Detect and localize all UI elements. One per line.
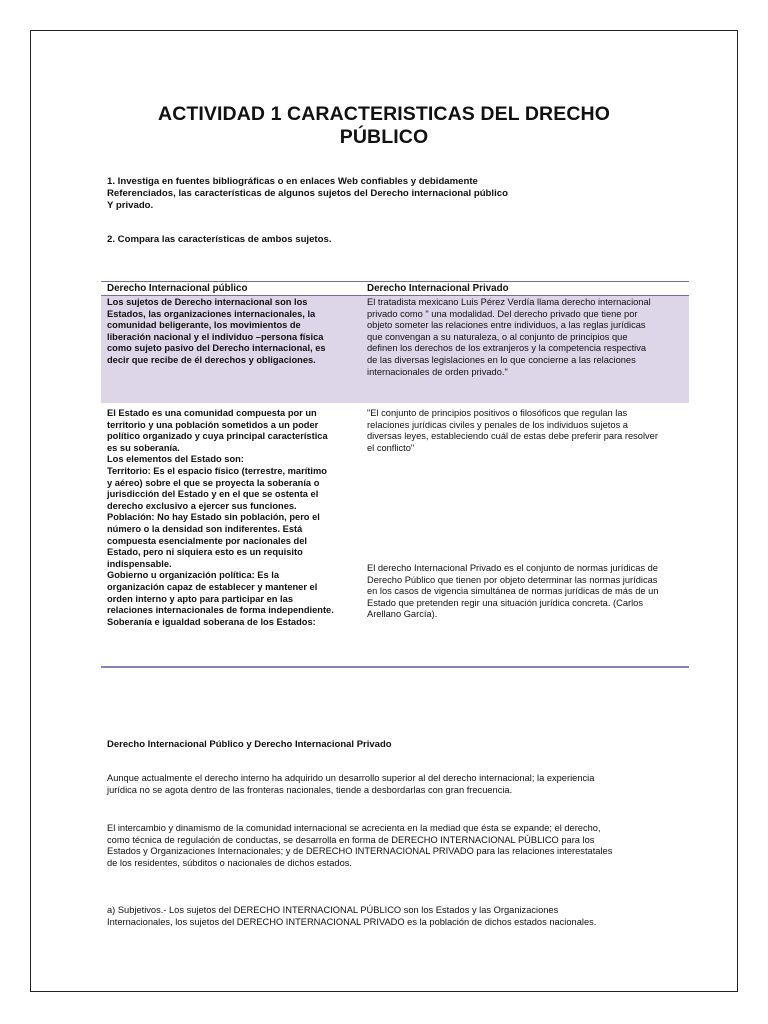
cell-line: Estados, las organizaciones internacionales, la — [107, 308, 316, 319]
cell-line: relaciones internacionales de forma independiente. — [107, 605, 334, 616]
cell-line: de las diversas legislaciones en lo que concierne a las relaciones — [367, 354, 636, 365]
cell-line: relaciones jurídicas civiles y penales de los individuos sujetos a — [367, 419, 628, 430]
paragraph — [107, 905, 596, 928]
cell-line: Los elementos del Estado son: — [107, 454, 244, 465]
cell-line: decir que recibe de él derechos y obligaciones. — [107, 354, 316, 365]
cell-line: Gobierno u organización política: Es la — [107, 570, 280, 581]
cell-line: internacionales de orden privado." — [367, 366, 508, 377]
cell-line: comunidad beligerante, los movimientos de — [107, 320, 301, 331]
instruction-2: 2. Compara las características de ambos sujetos. — [107, 234, 332, 245]
cell-line: jurisdicción del Estado y en el que se ostenta el — [107, 489, 319, 500]
title-line-2: PÚBLICO — [339, 126, 429, 148]
cell-line: político organizado y cuya principal característica — [107, 431, 328, 442]
cell-line: Los sujetos de Derecho internacional son los — [107, 297, 308, 307]
instruction-1-line: 1. Investiga en fuentes bibliográficas o en enlaces Web confiables y debidamente — [107, 176, 478, 187]
paragraph-line: Estados y Organizaciones Internacionales; y de DERECHO INTERNACIONAL PRIVADO para las relaciones interestatales — [107, 846, 613, 857]
table-header-row — [101, 281, 689, 296]
cell-line: derecho exclusivo a ejercer sus funciones. — [107, 500, 297, 511]
cell-line: Estado que pretenden regir una situación jurídica concreta. (Carlos — [367, 597, 643, 608]
paragraph-line: a) Subjetivos.- Los sujetos del DERECHO INTERNACIONAL PÚBLICO son los Estados y las Organizaciones — [107, 905, 559, 915]
cell-line: territorio y una población sometidos a un poder — [107, 419, 319, 430]
document-page — [30, 30, 738, 992]
cell-line: en los casos de vigencia simultánea de normas jurídicas de más de un — [367, 586, 659, 597]
cell-line: orden interno y apto para participar en las — [107, 593, 293, 604]
header-private-law: Derecho Internacional Privado — [367, 283, 509, 294]
cell-line: Derecho Público que tienen por objeto determinar las normas jurídicas — [367, 574, 658, 585]
table-cell-private — [367, 408, 687, 454]
section-title: Derecho Internacional Público y Derecho Internacional Privado — [107, 739, 392, 750]
cell-line: compuesta esencialmente por nacionales del — [107, 535, 307, 546]
table-cell-public — [107, 408, 357, 628]
cell-line: diversas leyes, estableciendo cuál de estas debe preferir para resolver — [367, 431, 658, 442]
cell-line: El Estado es una comunidad compuesta por un — [107, 408, 317, 418]
paragraph — [107, 823, 612, 869]
cell-line: El tratadista mexicano Luis Pérez Verdía llama derecho internacional — [367, 297, 651, 307]
cell-line: objeto someter las relaciones entre individuos, a las reglas jurídicas — [367, 320, 646, 331]
cell-line: El derecho Internacional Privado es el conjunto de normas jurídicas de — [367, 563, 658, 573]
paragraph — [107, 773, 594, 796]
comparison-table — [101, 281, 689, 665]
table-row — [101, 296, 689, 403]
document-title — [31, 103, 737, 149]
cell-line: como sujeto pasivo del Derecho internacional, es — [107, 343, 326, 354]
instruction-1-line: Y privado. — [107, 200, 154, 211]
table-cell-public — [107, 297, 357, 367]
cell-line: Estado, pero ni siquiera esto es un requisito — [107, 547, 303, 558]
table-cell-private — [367, 297, 687, 378]
cell-line: el conflicto" — [367, 442, 415, 453]
table-row — [101, 403, 689, 665]
paragraph-line: de los residentes, súbditos o nacionales de dichos estados. — [107, 857, 352, 868]
paragraph-line: Aunque actualmente el derecho interno ha adquirido un desarrollo superior al del derecho internacional; la experiencia — [107, 773, 595, 783]
paragraph-line: Internacionales, los sujetos del DERECHO INTERNACIONAL PRIVADO es la población de dichos estados nacionales. — [107, 916, 597, 927]
cell-line: privado como " una modalidad. Del derecho privado que tiene por — [367, 308, 638, 319]
table-cell-private — [367, 563, 687, 621]
cell-line: definen los derechos de los extranjeros y la competencia respectiva — [367, 343, 647, 354]
cell-line: y aéreo) sobre el que se proyecta la soberanía o — [107, 477, 320, 488]
cell-line: número o la densidad son indiferentes. Está — [107, 523, 303, 534]
cell-line: organización capaz de establecer y mantener el — [107, 581, 318, 592]
cell-line: Arellano García). — [367, 609, 438, 620]
cell-line: Soberanía e igualdad soberana de los Estados: — [107, 616, 316, 627]
cell-line: "El conjunto de principios positivos o filosóficos que regulan las — [367, 408, 628, 418]
paragraph-line: El intercambio y dinamismo de la comunidad internacional se acrecienta en la mediad que ésta se expande; el derecho, — [107, 823, 601, 833]
table-bottom-border — [101, 666, 689, 668]
instruction-1 — [107, 176, 547, 212]
cell-line: que convengan a su naturaleza, o al conjunto de principios que — [367, 331, 628, 342]
title-line-1: ACTIVIDAD 1 CARACTERISTICAS DEL DRECHO — [158, 103, 610, 125]
cell-line: liberación nacional y el individuo –persona física — [107, 331, 324, 342]
cell-line: indispensable. — [107, 558, 172, 569]
header-public-law: Derecho Internacional público — [107, 283, 248, 294]
cell-line: Territorio: Es el espacio físico (terrestre, marítimo — [107, 465, 327, 476]
cell-line: Población: No hay Estado sin población, pero el — [107, 512, 320, 523]
paragraph-line: jurídica no se agota dentro de las fronteras nacionales, tiende a desbordarlas con gran frecuencia. — [107, 784, 513, 795]
cell-line: es su soberanía. — [107, 442, 180, 453]
paragraph-line: como técnica de regulación de conductas, se desarrolla en forma de DERECHO INTERNACIONAL PÚBLICO para los — [107, 834, 595, 845]
instruction-1-line: Referenciados, las características de algunos sujetos del Derecho internacional público — [107, 188, 508, 199]
